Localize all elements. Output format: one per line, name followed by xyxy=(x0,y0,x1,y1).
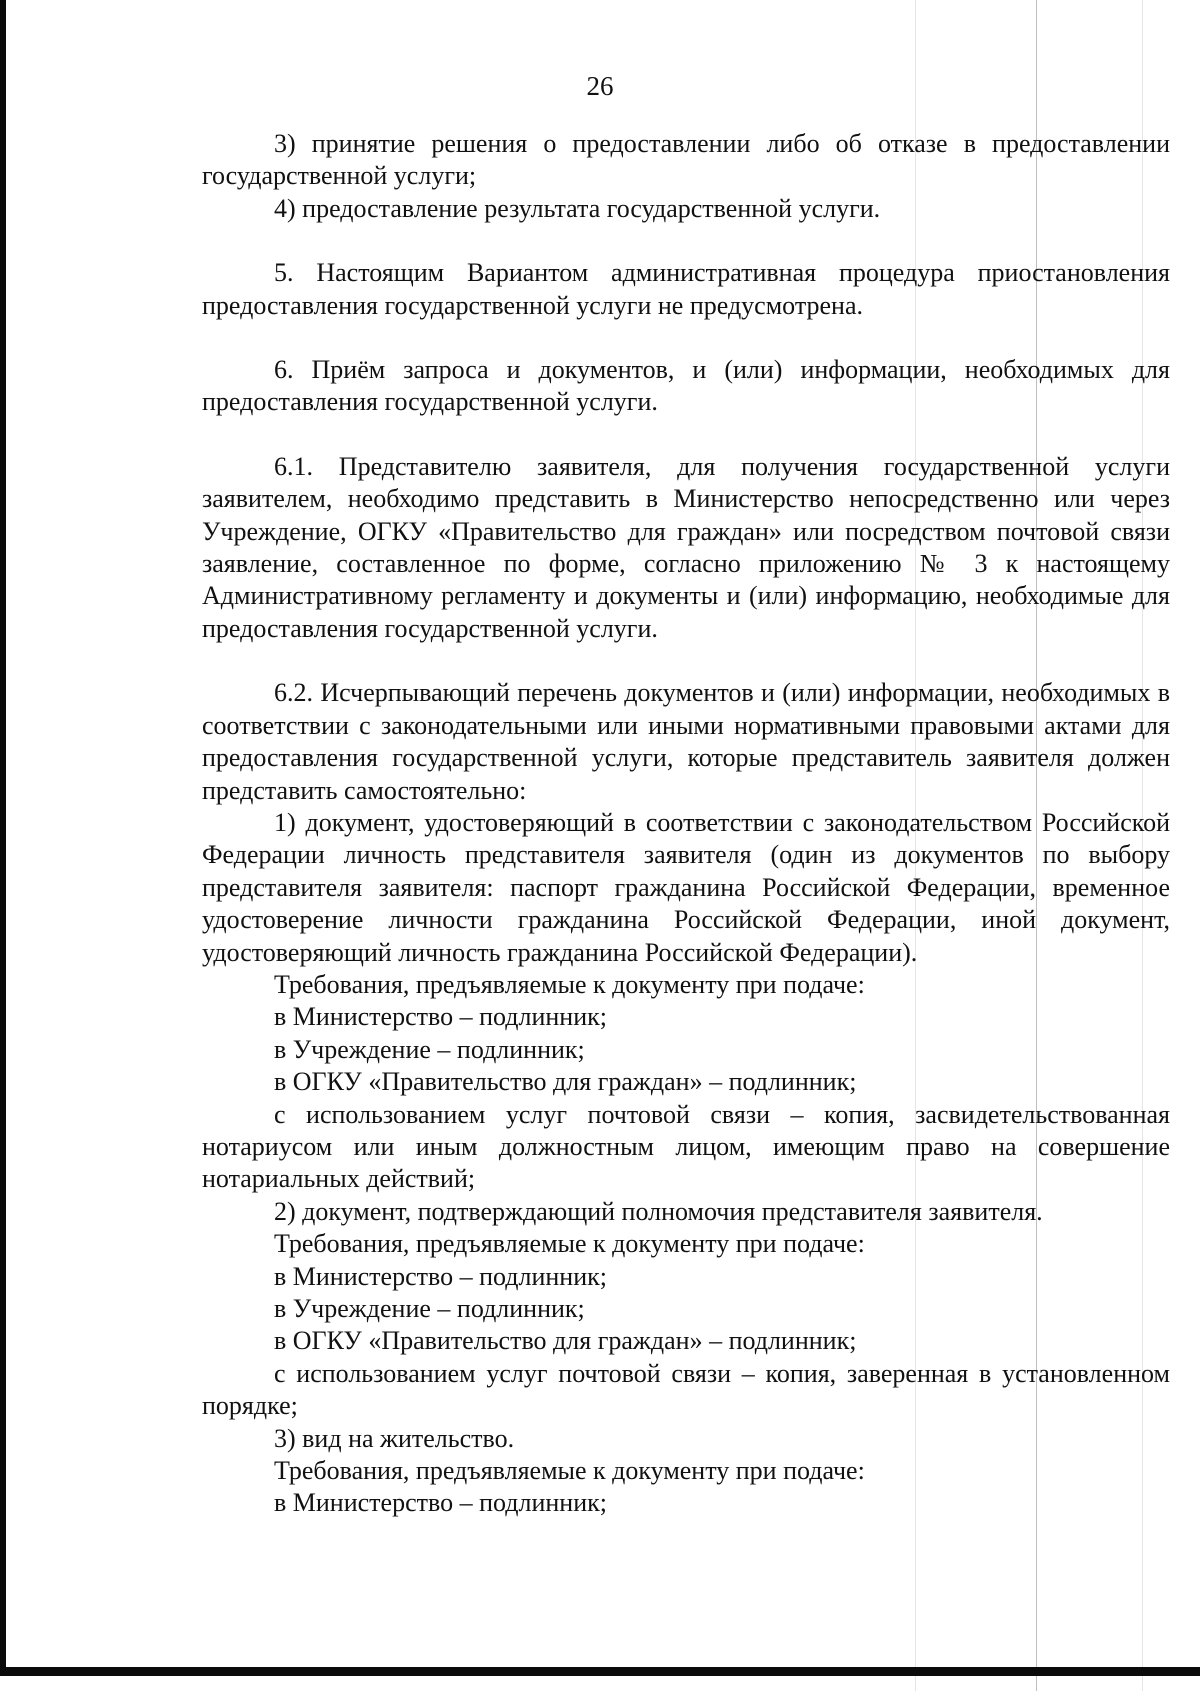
paragraph: с использованием услуг почтовой связи – копия, заверенная в установленном порядке; xyxy=(202,1358,1170,1421)
paragraph: 1) документ, удостоверяющий в соответствии с законодательством Российской Федерации личность представителя заявителя (один из документов по выбору представителя заявителя: паспорт гражданина Российской Федерации, временное удостоверение личности гражданина Российской Федерации, иной документ, удостоверяющий личность гражданина Российской Федерации). xyxy=(202,807,1170,967)
paragraph: с использованием услуг почтовой связи – копия, засвидетельствованная нотариусом или иным должностным лицом, имеющим право на совершение нотариальных действий; xyxy=(202,1099,1170,1194)
paragraph: 6. Приём запроса и документов, и (или) информации, необходимых для предоставления государственной услуги. xyxy=(202,355,1170,417)
paragraph: в Учреждение – подлинник; xyxy=(274,1294,585,1323)
paragraph: в ОГКУ «Правительство для граждан» – подлинник; xyxy=(274,1067,857,1097)
paragraph: в Министерство – подлинник; xyxy=(274,1261,607,1291)
paragraph: в ОГКУ «Правительство для граждан» – подлинник; xyxy=(274,1326,857,1356)
paragraph: в Министерство – подлинник; xyxy=(274,1002,607,1032)
scan-left-edge xyxy=(0,0,6,1676)
paragraph: 6.1. Представителю заявителя, для получения государственной услуги заявителем, необходимо представить в Министерство непосредственно или через Учреждение, ОГКУ «Правительство для граждан» или посредством почтовой связи заявление, составленное по форме, согласно приложению № 3 к настоящему Административному регламенту и документы и (или) информацию, необходимые для предоставления государственной услуги. xyxy=(202,451,1170,643)
paragraph: 5. Настоящим Вариантом административная процедура приостановления предоставления государственной услуги не предусмотрена. xyxy=(202,258,1170,320)
paragraph: Требования, предъявляемые к документу при подаче: xyxy=(274,1456,865,1486)
paragraph: 3) принятие решения о предоставлении либо об отказе в предоставлении государственной услуги; xyxy=(202,129,1170,191)
paragraph: в Министерство – подлинник; xyxy=(274,1488,607,1518)
paragraph: 3) вид на жительство. xyxy=(274,1423,515,1453)
paragraph: Требования, предъявляемые к документу при подаче: xyxy=(274,969,865,999)
paragraph: Требования, предъявляемые к документу при подаче: xyxy=(274,1229,865,1259)
document-body xyxy=(202,128,1170,1520)
paragraph: 4) предоставление результата государственной услуги. xyxy=(274,193,881,223)
paragraph: 6.2. Исчерпывающий перечень документов и (или) информации, необходимых в соответствии с законодательными или иными нормативными правовыми актами для предоставления государственной услуги, которые представитель заявителя должен представить самостоятельно: xyxy=(202,678,1170,805)
page-number: 26 xyxy=(586,71,614,101)
paragraph: 2) документ, подтверждающий полномочия представителя заявителя. xyxy=(274,1196,1043,1226)
scan-bottom-edge xyxy=(0,1667,1200,1676)
paragraph: в Учреждение – подлинник; xyxy=(274,1034,585,1064)
